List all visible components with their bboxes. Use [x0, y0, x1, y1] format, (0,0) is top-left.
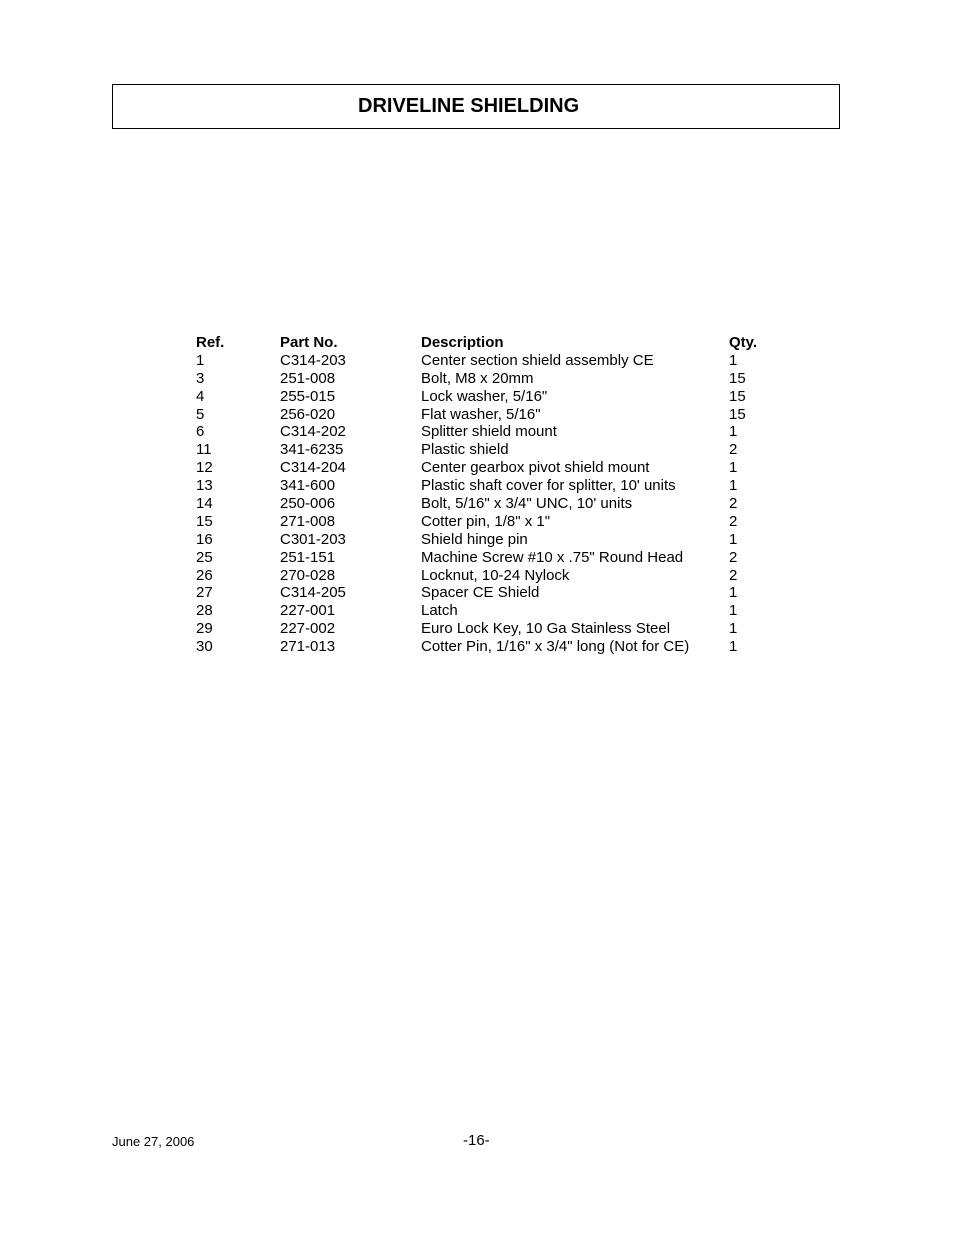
row-description: Center section shield assembly CE: [421, 351, 654, 369]
row-part-number: 341-6235: [280, 441, 344, 459]
row-ref: 5: [196, 405, 205, 423]
row-part-number: C314-203: [280, 351, 346, 369]
row-quantity: 1: [729, 602, 738, 620]
row-part-number: 341-600: [280, 477, 336, 495]
row-part-number: 227-002: [280, 620, 336, 638]
row-description: Machine Screw #10 x .75" Round Head: [421, 548, 684, 566]
row-ref: 13: [196, 477, 213, 495]
row-quantity: 1: [729, 530, 738, 548]
row-description: Bolt, 5/16" x 3/4" UNC, 10' units: [421, 495, 633, 513]
row-quantity: 1: [729, 459, 738, 477]
row-part-number: 271-008: [280, 512, 336, 530]
row-description: Splitter shield mount: [421, 423, 557, 441]
row-part-number: 270-028: [280, 566, 336, 584]
row-ref: 12: [196, 459, 213, 477]
row-quantity: 2: [729, 441, 738, 459]
row-part-number: C314-205: [280, 584, 346, 602]
row-description: Cotter Pin, 1/16" x 3/4" long (Not for CE): [421, 638, 690, 656]
header-part-number: Part No.: [280, 334, 338, 351]
row-part-number: 251-008: [280, 369, 336, 387]
row-ref: 16: [196, 530, 213, 548]
row-part-number: 271-013: [280, 638, 336, 656]
row-ref: 26: [196, 566, 213, 584]
row-part-number: 250-006: [280, 495, 336, 513]
row-ref: 29: [196, 620, 213, 638]
row-part-number: 251-151: [280, 548, 336, 566]
row-ref: 6: [196, 423, 205, 441]
row-part-number: 227-001: [280, 602, 336, 620]
header-quantity: Qty.: [729, 334, 758, 351]
section-title-box: [112, 84, 840, 129]
page-number: -16-: [463, 1132, 490, 1149]
footer-date: June 27, 2006: [112, 1134, 195, 1149]
row-description: Bolt, M8 x 20mm: [421, 369, 534, 387]
row-description: Euro Lock Key, 10 Ga Stainless Steel: [421, 620, 671, 638]
row-part-number: C301-203: [280, 530, 346, 548]
row-ref: 3: [196, 369, 205, 387]
row-ref: 4: [196, 387, 205, 405]
row-quantity: 1: [729, 423, 738, 441]
row-quantity: 1: [729, 351, 738, 369]
row-quantity: 2: [729, 495, 738, 513]
row-ref: 15: [196, 512, 213, 530]
row-quantity: 15: [729, 405, 746, 423]
row-quantity: 1: [729, 620, 738, 638]
row-description: Center gearbox pivot shield mount: [421, 459, 650, 477]
row-ref: 11: [196, 441, 212, 459]
row-part-number: C314-202: [280, 423, 346, 441]
row-quantity: 2: [729, 548, 738, 566]
section-title: DRIVELINE SHIELDING: [358, 95, 580, 117]
row-description: Cotter pin, 1/8" x 1": [421, 512, 551, 530]
row-ref: 27: [196, 584, 213, 602]
row-ref: 1: [196, 351, 205, 369]
header-description: Description: [421, 334, 504, 351]
row-description: Spacer CE Shield: [421, 584, 540, 602]
row-quantity: 15: [729, 387, 746, 405]
row-ref: 28: [196, 602, 213, 620]
row-quantity: 1: [729, 638, 738, 656]
row-description: Plastic shaft cover for splitter, 10' units: [421, 477, 676, 495]
row-quantity: 2: [729, 512, 738, 530]
header-ref: Ref.: [196, 334, 225, 351]
row-ref: 25: [196, 548, 213, 566]
row-quantity: 15: [729, 369, 746, 387]
row-description: Flat washer, 5/16": [421, 405, 541, 423]
row-part-number: 256-020: [280, 405, 336, 423]
row-part-number: C314-204: [280, 459, 346, 477]
row-ref: 30: [196, 638, 213, 656]
row-description: Locknut, 10-24 Nylock: [421, 566, 570, 584]
row-part-number: 255-015: [280, 387, 336, 405]
row-description: Lock washer, 5/16": [421, 387, 548, 405]
row-quantity: 1: [729, 477, 738, 495]
row-quantity: 1: [729, 584, 738, 602]
row-description: Plastic shield: [421, 441, 509, 459]
row-ref: 14: [196, 495, 213, 513]
row-quantity: 2: [729, 566, 738, 584]
row-description: Latch: [421, 602, 458, 620]
row-description: Shield hinge pin: [421, 530, 528, 548]
